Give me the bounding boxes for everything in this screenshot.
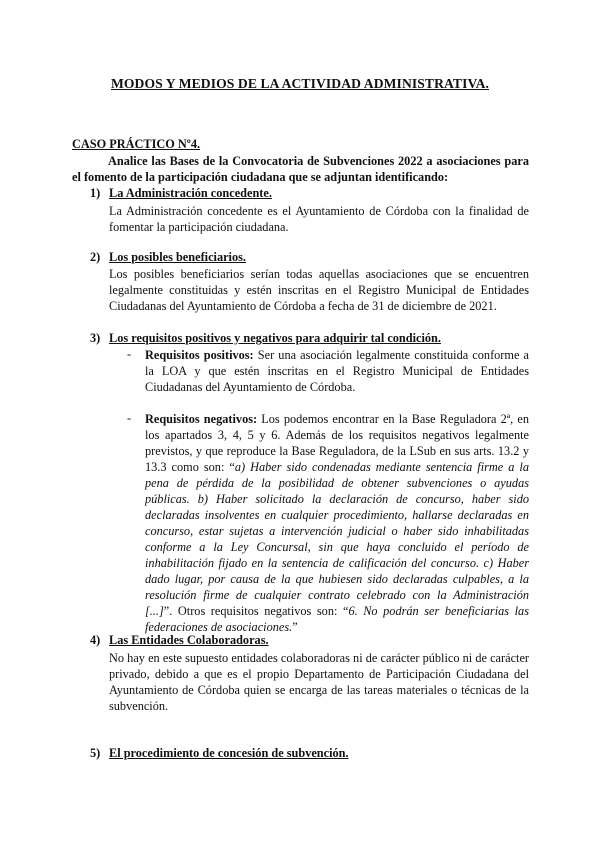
negativos-label: Requisitos negativos: [145, 412, 258, 426]
section-2-text: Los posibles beneficiarios serían todas aquellas asociaciones que se encuentren legalmente constituidas y estén inscritas en el Registro Municipal de Entidades Ciudadanas del Ayuntamiento de Córdoba a fecha de 31 de diciembre de 2021. [109, 267, 529, 313]
section-label: La Administración concedente. [109, 186, 272, 200]
negativos-text-3: ” [292, 620, 298, 634]
page-title: MODOS Y MEDIOS DE LA ACTIVIDAD ADMINISTRATIVA. [110, 76, 490, 91]
positivos-text: Ser una asociación legalmente constituida conforme a la LOA y que estén inscritas en el Registro Municipal de Entidades Ciudadanas del Ayuntamiento de Córdoba. [145, 348, 529, 394]
section-label: El procedimiento de concesión de subvención. [109, 746, 349, 760]
requisitos-negativos [145, 411, 529, 635]
section-1-heading [90, 186, 272, 201]
negativos-text-1: Los podemos encontrar en la Base Reguladora 2ª, en los apartados 3, 4, 5 y 6. Además de los requisitos negativos legalmente previstos, y que reproduce la Base Reguladora, de la LSub en sus arts. 13.2 y 13.3 como son: “ [145, 412, 529, 474]
section-label: Los requisitos positivos y negativos para adquirir tal condición. [109, 331, 441, 345]
positivos-label: Requisitos positivos: [145, 348, 254, 362]
negativos-quote-1: a) Haber sido condenadas mediante sentencia firme a la pena de pérdida de la posibilidad de obtener subvenciones o ayudas públicas. b) Haber solicitado la declaración de concurso, haber sido declaradas insolventes en cualquier procedimiento, hallarse declaradas en concurso, estar sujetas a intervención judicial o haber sido inhabilitadas conforme a la Ley Concursal, sin que haya concluido el período de inhabilitación fijado en la sentencia de calificación del concurso. c) Haber dado lugar, por causa de la que hubiesen sido declaradas culpables, a la resolución firme de cualquier contrato celebrado con la Administración [...] [145, 460, 529, 618]
section-3-heading [90, 331, 441, 346]
section-number: 5) [90, 746, 101, 760]
section-number: 4) [90, 633, 101, 647]
section-number: 1) [90, 186, 101, 200]
intro-paragraph: Analice las Bases de la Convocatoria de Subvenciones 2022 a asociaciones para el fomento de la participación ciudadana que se adjuntan identificando: [72, 154, 529, 184]
section-4-text: No hay en este supuesto entidades colaboradoras ni de carácter público ni de carácter privado, debido a que es el propio Departamento de Participación Ciudadana del Ayuntamiento de Córdoba quien se encarga de las tareas materiales o técnicas de la subvención. [109, 651, 529, 713]
bullet-dash: - [127, 347, 132, 361]
bullet-dash: - [127, 411, 132, 425]
section-1-text: La Administración concedente es el Ayuntamiento de Córdoba con la finalidad de fomentar la participación ciudadana. [109, 204, 529, 234]
negativos-quote-2: 6. No podrán ser beneficiarias las federaciones de asociaciones. [145, 604, 529, 634]
section-number: 2) [90, 250, 101, 264]
section-number: 3) [90, 331, 101, 345]
section-2-heading [90, 250, 246, 265]
requisitos-positivos [145, 347, 529, 395]
section-5-heading [90, 746, 349, 761]
section-label: Los posibles beneficiarios. [109, 250, 246, 264]
section-label: Las Entidades Colaboradoras. [109, 633, 269, 647]
negativos-text-2: ”. Otros requisitos negativos son: “ [163, 604, 349, 618]
case-title: CASO PRÁCTICO Nº4. [72, 137, 201, 151]
section-4-heading [90, 633, 269, 648]
